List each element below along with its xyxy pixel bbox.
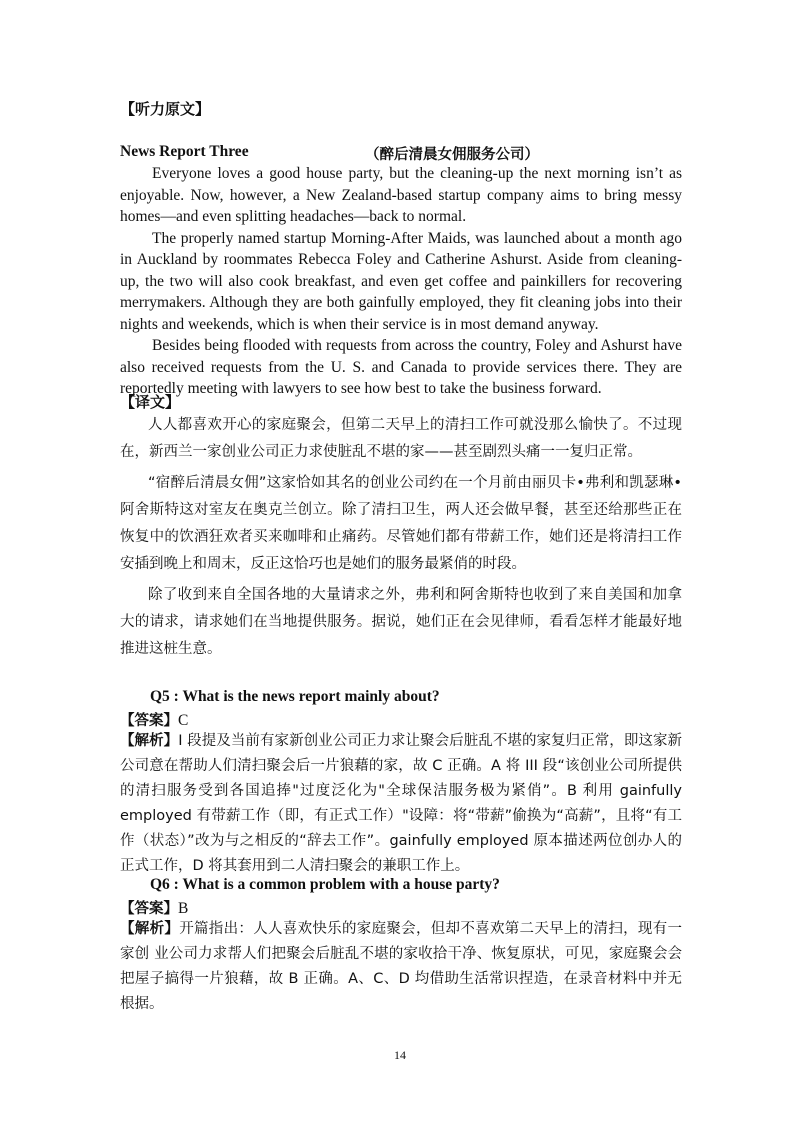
chinese-paragraph-3: 除了收到来自全国各地的大量请求之外，弗利和阿舍斯特也收到了来自美国和加拿大的请求，请求她们在当地提供服务。据说，她们正在会见律师，看看怎样才能最好地推进这桩生意。 xyxy=(120,587,682,657)
answer-value: C xyxy=(178,712,189,729)
answer-6 xyxy=(120,897,188,918)
analysis-text: I 段提及当前有家新创业公司正力求让聚会后脏乱不堪的家复归正常，即这家新公司意在帮助人们清扫聚会后一片狼藉的家，故 C 正确。A 将 III 段“该创业公司所提供的清扫服务受到各国追捧"过度泛化为"全球保洁服务极为紧俏”。B 利用 gainfully employed 有带薪工作（即，有正式工作）"设障：将“带薪”偷换为“高薪”，且将“有工作（状态）”改为与之相反的“辞去工作”。gainfully employed 原本描述两位创办人的正式工作，D 将其套用到二人清扫聚会的兼职工作上。 xyxy=(120,733,683,874)
analysis-label: 【解析】 xyxy=(120,921,180,937)
section-heading-translation: 【译文】 xyxy=(120,393,181,411)
english-transcript xyxy=(120,163,682,400)
report-title: News Report Three xyxy=(120,143,249,160)
answer-label: 【答案】 xyxy=(120,713,178,729)
section-heading-original: 【听力原文】 xyxy=(120,100,211,118)
answer-value: B xyxy=(178,900,189,917)
question-5: Q5 : What is the news report mainly about? xyxy=(150,688,440,705)
chinese-paragraph-1: 人人都喜欢开心的家庭聚会，但第二天早上的清扫工作可就没那么愉快了。不过现在，新西兰一家创业公司正力求使脏乱不堪的家——甚至剧烈头痛一一复归正常。 xyxy=(120,417,682,460)
answer-label: 【答案】 xyxy=(120,901,178,917)
question-6: Q6 : What is a common problem with a house party? xyxy=(150,876,500,893)
page-number: 14 xyxy=(394,1048,406,1062)
analysis-text: 开篇指出：人人喜欢快乐的家庭聚会，但却不喜欢第二天早上的清扫，现有一家创 业公司力求帮人们把聚会后脏乱不堪的家收拾干净、恢复原状，可见，家庭聚会会把屋子搞得一片狼藉，故 B 正确。A、C、D 均借助生活常识捏造，在录音材料中并无根据。 xyxy=(120,921,683,1012)
report-title-row xyxy=(120,143,682,161)
analysis-5 xyxy=(120,729,682,879)
english-paragraph-2: The properly named startup Morning-After Maids, was launched about a month ago in Auckland by roommates Rebecca Foley and Catherine Ashurst. Aside from cleaning-up, the two will also cook breakfast, and even get coffee and painkillers for recovering merrymakers. Although they are both gainfully employed, they fit cleaning jobs into their nights and weekends, which is when their service is in most demand anyway. xyxy=(120,229,682,333)
report-title-cn: （醉后清晨女佣服务公司） xyxy=(365,147,539,163)
english-paragraph-3: Besides being flooded with requests from across the country, Foley and Ashurst have also received requests from the U. S. and Canada to provide services there. They are reportedly meeting with lawyers to see how best to take the business forward. xyxy=(120,337,682,397)
english-paragraph-1: Everyone loves a good house party, but the cleaning-up the next morning isn’t as enjoyable. Now, however, a New Zealand-based startup company aims to bring messy homes—and even splitting headaches—back to normal. xyxy=(120,165,682,225)
answer-5 xyxy=(120,709,188,730)
analysis-6 xyxy=(120,917,682,1017)
chinese-translation xyxy=(120,412,682,667)
chinese-paragraph-2: “宿醉后清晨女佣”这家恰如其名的创业公司约在一个月前由丽贝卡•弗利和凯瑟琳•阿舍斯特这对室友在奥克兰创立。除了清扫卫生，两人还会做早餐，甚至还给那些正在恢复中的饮酒狂欢者买来咖啡和止痛药。尽管她们都有带薪工作，她们还是将清扫工作安插到晚上和周末，反正这恰巧也是她们的服务最紧俏的时段。 xyxy=(120,475,682,572)
analysis-label: 【解析】 xyxy=(120,733,179,749)
